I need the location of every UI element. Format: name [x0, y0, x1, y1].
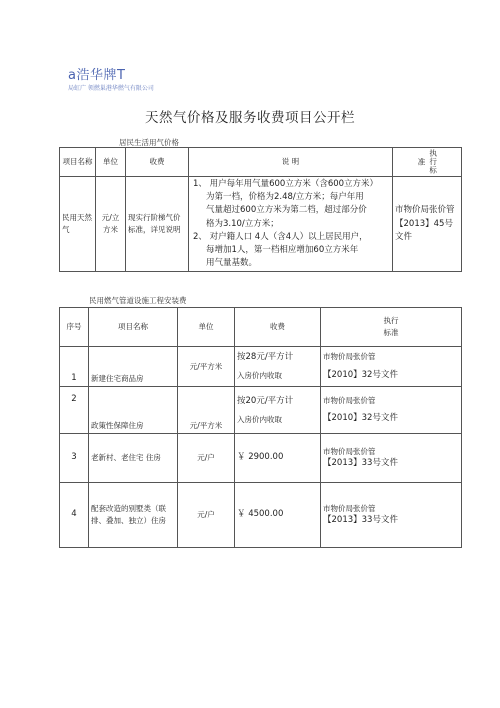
- exec-line: 【2013】33号文件: [323, 515, 398, 526]
- header-item-name: 项目名称: [89, 308, 178, 347]
- cell-unit: 元/立方米: [96, 177, 126, 272]
- desc-line: 每增加1人，第一档相应增加60立方米年: [206, 244, 359, 255]
- table-header-row: [60, 148, 462, 177]
- table-row: [60, 177, 462, 272]
- cell-unit: 元/平方米: [178, 347, 235, 387]
- desc-line: 用气量基数。: [206, 258, 258, 269]
- header-no: 序号: [60, 308, 89, 347]
- company-name: 局虹广 领燃巢港华燃气有限公司: [68, 85, 154, 92]
- cell-item-name: 政策性保障住房: [89, 387, 178, 434]
- cell-fee: ￥ 2900.00: [235, 434, 321, 483]
- exec-line: 市物价局张价管: [323, 503, 376, 513]
- header-exec-line: 标准: [383, 328, 399, 337]
- cell-exec-standard: [321, 387, 462, 434]
- cell-unit: 元/户: [178, 434, 235, 483]
- cell-item-name: 老新村、老住宅 住房: [89, 434, 178, 483]
- cell-exec-standard: [321, 347, 462, 387]
- desc-line: 1、 用户每年用气量600立方米（含600立方米）: [193, 179, 379, 189]
- cell-fee: 现实行阶梯气价标准，详见说明: [126, 177, 189, 272]
- header-exec-standard: [321, 308, 462, 347]
- cell-description: [189, 177, 393, 272]
- exec-line: 【2013】33号文件: [323, 458, 398, 469]
- exec-line: 市物价局张价管: [323, 395, 376, 405]
- document-title: 天然气价格及服务收费项目公开栏: [145, 110, 355, 126]
- header-unit: 单位: [96, 148, 126, 177]
- exec-line: 【2010】32号文件: [323, 413, 398, 424]
- table-row: [60, 387, 462, 434]
- cell-unit: 元/平方米: [178, 387, 235, 434]
- table-row: [60, 483, 462, 548]
- cell-exec-standard: 市物价局张价管【2013】45号文件: [393, 177, 462, 272]
- cell-no: 4: [60, 483, 89, 548]
- section-caption-installation-fee: 民用燃气管道设施工程安装费: [89, 296, 187, 305]
- header-item-name: 项目名称: [60, 148, 96, 177]
- desc-line: 格为3.10/立方米；: [206, 218, 279, 229]
- cell-fee: [235, 347, 321, 387]
- cell-no: 3: [60, 434, 89, 483]
- cell-no: 1: [60, 347, 89, 387]
- header-exec-standard-text: 执行标准: [417, 149, 438, 175]
- header-description: 说 明: [189, 148, 393, 177]
- table-row: [60, 434, 462, 483]
- table-row: [60, 347, 462, 387]
- residential-gas-price-table: [59, 147, 462, 272]
- company-logo: a浩华牌T: [68, 68, 126, 83]
- cell-fee: ￥ 4500.00: [235, 483, 321, 548]
- header-unit: 单位: [178, 308, 235, 347]
- cell-item-name: 新建住宅商品房: [89, 347, 178, 387]
- header-fee: 收费: [235, 308, 321, 347]
- cell-fee: [235, 387, 321, 434]
- table-header-row: [60, 308, 462, 347]
- cell-item-name: 配套改造的别墅类（联排、叠加、独立）住房: [89, 483, 178, 548]
- fee-line: 入房价内收取: [237, 414, 282, 424]
- desc-line: 气量超过600立方米为第二档，超过部分价: [206, 205, 367, 216]
- cell-item-name: 民用天然 气: [60, 177, 96, 272]
- header-exec-line: 执行: [383, 316, 399, 326]
- cell-exec-standard: [321, 483, 462, 548]
- exec-line: 市物价局张价管: [323, 352, 376, 362]
- cell-exec-standard: [321, 434, 462, 483]
- desc-line: 2、 对户籍人口 4人（含4人）以上居民用户，: [193, 231, 368, 242]
- fee-line: 按28元/平方计: [237, 352, 294, 363]
- exec-line: 【2010】32号文件: [323, 369, 398, 380]
- fee-line: 入房价内收取: [237, 371, 282, 381]
- header-exec-standard: [393, 148, 462, 177]
- cell-unit: 元/户: [178, 483, 235, 548]
- section-caption-residential-gas: 居民生活用气价格: [119, 138, 179, 147]
- header-fee: 收费: [126, 148, 189, 177]
- installation-fee-table: [59, 307, 462, 548]
- cell-no: 2: [60, 387, 89, 434]
- exec-line: 市物价局张价管: [323, 446, 376, 456]
- desc-line: 为第一档，价格为2.48/立方米；每户年用: [206, 192, 364, 203]
- fee-line: 按20元/平方计: [237, 395, 294, 406]
